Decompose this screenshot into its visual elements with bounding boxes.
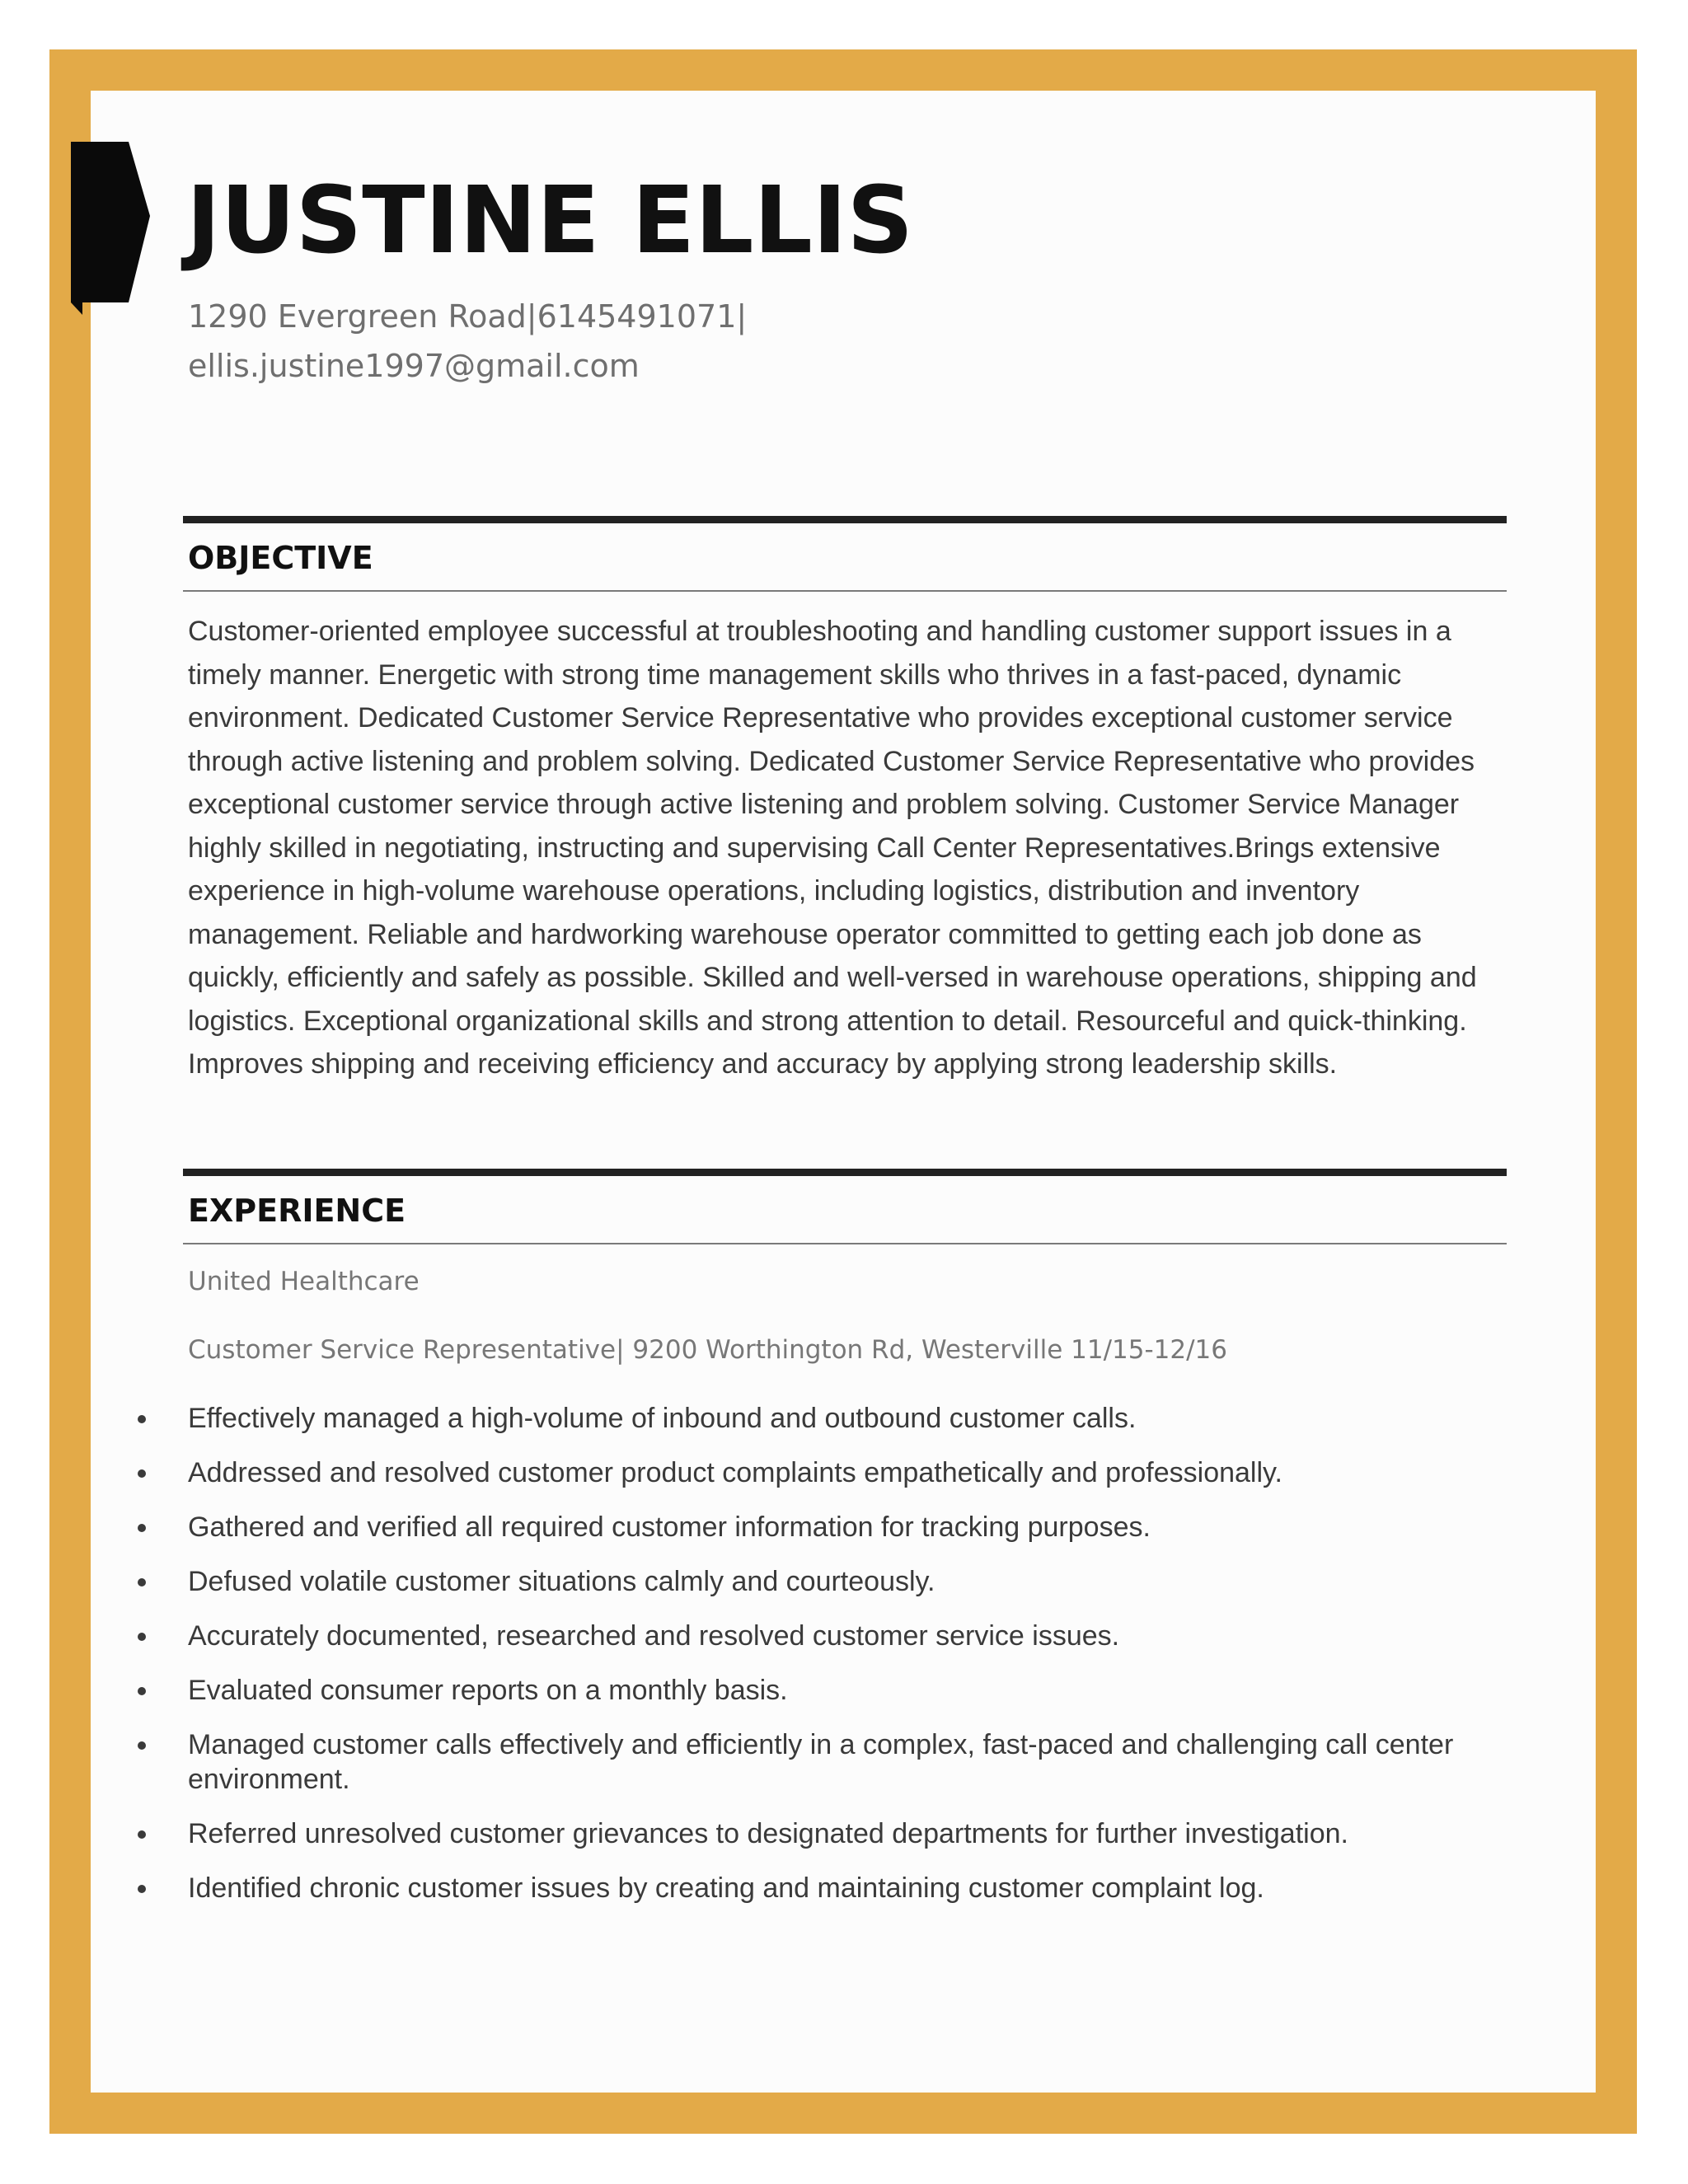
employer-name: United Healthcare [188,1267,420,1296]
bullet-icon [138,1687,146,1695]
bullet-icon [138,1415,146,1423]
bullet-icon [138,1524,146,1532]
objective-underline [183,590,1507,592]
list-item: Identified chronic customer issues by creating and maintaining customer complaint log. [0,1871,1517,1905]
bullet-icon [138,1885,146,1893]
candidate-name: JUSTINE ELLIS [186,167,914,274]
list-item: Accurately documented, researched and resolved customer service issues. [0,1619,1517,1653]
bullet-icon [138,1633,146,1641]
objective-top-rule [183,516,1507,523]
list-item: Managed customer calls effectively and efficiently in a complex, fast-paced and challenging call center environment. [0,1727,1517,1797]
list-item: Addressed and resolved customer product complaints empathetically and professionally. [0,1455,1517,1490]
experience-underline [183,1243,1507,1244]
experience-bullets [0,1401,1517,1925]
header-tab-marker [71,142,150,315]
list-item: Referred unresolved customer grievances to designated departments for further investigation. [0,1816,1517,1851]
bullet-icon [138,1830,146,1839]
experience-heading: EXPERIENCE [188,1193,406,1229]
list-item: Effectively managed a high-volume of inbound and outbound customer calls. [0,1401,1517,1436]
list-item: Evaluated consumer reports on a monthly basis. [0,1673,1517,1708]
contact-email: ellis.justine1997@gmail.com [188,348,640,384]
objective-heading: OBJECTIVE [188,540,373,576]
list-item: Gathered and verified all required customer information for tracking purposes. [0,1510,1517,1544]
bullet-icon [138,1741,146,1750]
experience-top-rule [183,1169,1507,1176]
contact-info [188,292,747,391]
job-title-location-dates: Customer Service Representative| 9200 Worthington Rd, Westerville 11/15-12/16 [188,1335,1227,1365]
bullet-icon [138,1578,146,1586]
list-item: Defused volatile customer situations calmly and courteously. [0,1564,1517,1599]
objective-text: Customer-oriented employee successful at troubleshooting and handling customer support issues in a timely manner. Energetic with strong time management skills who thrives in a fast-paced, dynamic environment. Dedicated Customer Service Representative who provides exceptional customer service through active listening and problem solving. Dedicated Customer Service Representative who provides exceptional customer service through active listening and problem solving. Customer Service Manager highly skilled in negotiating, instructing and supervising Call Center Representatives.Brings extensive experience in high-volume warehouse operations, including logistics, distribution and inventory management. Reliable and hardworking warehouse operator committed to getting each job done as quickly, efficiently and safely as possible. Skilled and well-versed in warehouse operations, shipping and logistics. Exceptional organizational skills and strong attention to detail. Resourceful and quick-thinking. Improves shipping and receiving efficiency and accuracy by applying strong leadership skills. [188,616,1477,1080]
bullet-icon [138,1469,146,1478]
contact-address-phone: 1290 Evergreen Road|6145491071| [188,298,748,335]
